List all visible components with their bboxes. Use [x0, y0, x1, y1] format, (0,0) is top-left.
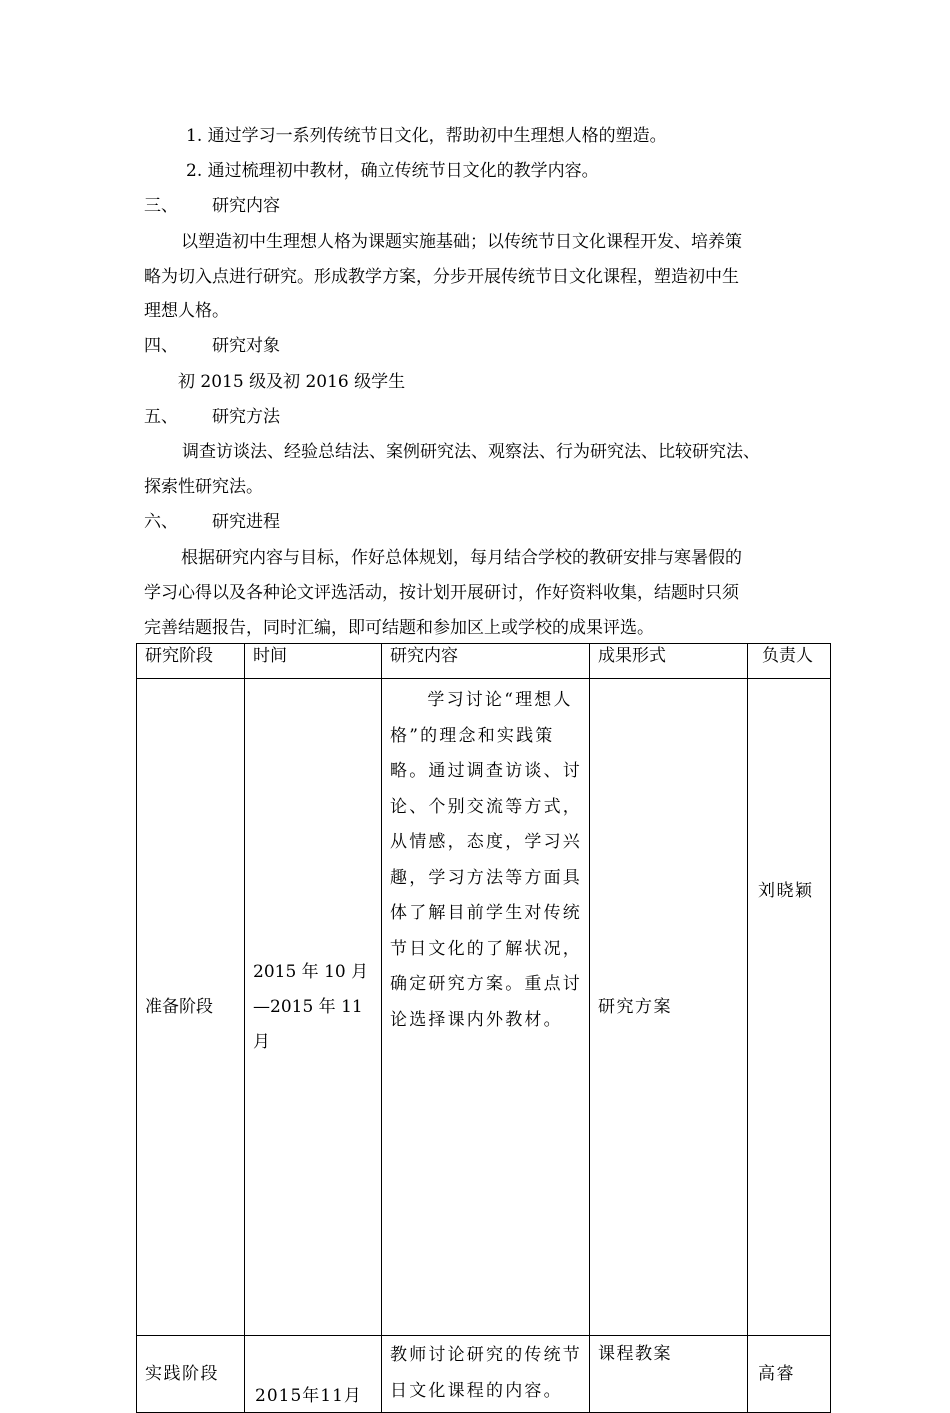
section-number: 五、: [144, 407, 178, 427]
section-heading-subjects: [144, 334, 444, 358]
section-number: 三、: [144, 196, 178, 216]
cell-result: 课程教案: [590, 1336, 748, 1413]
section-title: 研究进程: [212, 512, 280, 532]
content-paragraph-line: 略为切入点进行研究。形成教学方案，分步开展传统节日文化课程，塑造初中生: [144, 267, 739, 287]
header-result: 成果形式: [590, 644, 748, 679]
research-schedule-table: [136, 643, 831, 1413]
cell-result: 研究方案: [590, 679, 748, 1336]
goal-item-2: 2. 通过梳理初中教材，确立传统节日文化的教学内容。: [186, 161, 599, 181]
time-line: 月: [253, 1031, 270, 1052]
section-heading-methods: [144, 405, 444, 429]
content-text: 教师讨论研究的传统节日文化课程的内容。: [390, 1345, 582, 1401]
cell-stage: 实践阶段: [137, 1336, 245, 1413]
section-title: 研究内容: [212, 196, 280, 216]
cell-content: [382, 679, 590, 1336]
cell-time: [245, 1336, 382, 1413]
section-heading-progress: [144, 510, 444, 534]
methods-paragraph-line: 探索性研究法。: [144, 477, 263, 497]
content-paragraph-line: 理想人格。: [144, 301, 229, 321]
subjects-paragraph: 初 2015 级及初 2016 级学生: [178, 372, 406, 392]
time-line: 2015 年 10 月: [253, 961, 369, 982]
progress-paragraph-line: 完善结题报告，同时汇编，即可结题和参加区上或学校的成果评选。: [144, 618, 654, 638]
cell-time: [245, 679, 382, 1336]
header-owner: 负责人: [748, 644, 831, 679]
section-number: 四、: [144, 336, 178, 356]
methods-paragraph-line: 调查访谈法、经验总结法、案例研究法、观察法、行为研究法、比较研究法、: [182, 442, 760, 462]
table-header-row: [137, 644, 831, 679]
cell-owner: 刘晓颖: [748, 679, 831, 1336]
content-paragraph-line: 以塑造初中生理想人格为课题实施基础；以传统节日文化课程开发、培养策: [181, 232, 742, 252]
cell-content: [382, 1336, 590, 1413]
cell-stage: 准备阶段: [137, 679, 245, 1336]
table-row: [137, 679, 831, 1336]
section-title: 研究方法: [212, 407, 280, 427]
goal-item-1: 1. 通过学习一系列传统节日文化，帮助初中生理想人格的塑造。: [186, 126, 667, 146]
section-title: 研究对象: [212, 336, 280, 356]
progress-paragraph-line: 根据研究内容与目标，作好总体规划，每月结合学校的教研安排与寒暑假的: [181, 548, 742, 568]
progress-paragraph-line: 学习心得以及各种论文评选活动，按计划开展研讨，作好资料收集，结题时只须: [144, 583, 739, 603]
header-stage: 研究阶段: [137, 644, 245, 679]
table-row: [137, 1336, 831, 1413]
header-time: 时间: [245, 644, 382, 679]
section-heading-content: [144, 194, 444, 218]
time-line: —2015 年 11: [253, 996, 363, 1017]
section-number: 六、: [144, 512, 178, 532]
header-content: 研究内容: [382, 644, 590, 679]
time-line: 2015年11月: [255, 1386, 362, 1406]
content-text: 学习讨论“理想人格”的理念和实践策略。通过调查访谈、讨论、个别交流等方式，从情感，态度，学习兴趣，学习方法等方面具体了解目前学生对传统节日文化的了解状况，确定研究方案。重点讨论选择课内外教材。: [390, 690, 582, 1030]
cell-owner: 高睿: [748, 1336, 831, 1413]
